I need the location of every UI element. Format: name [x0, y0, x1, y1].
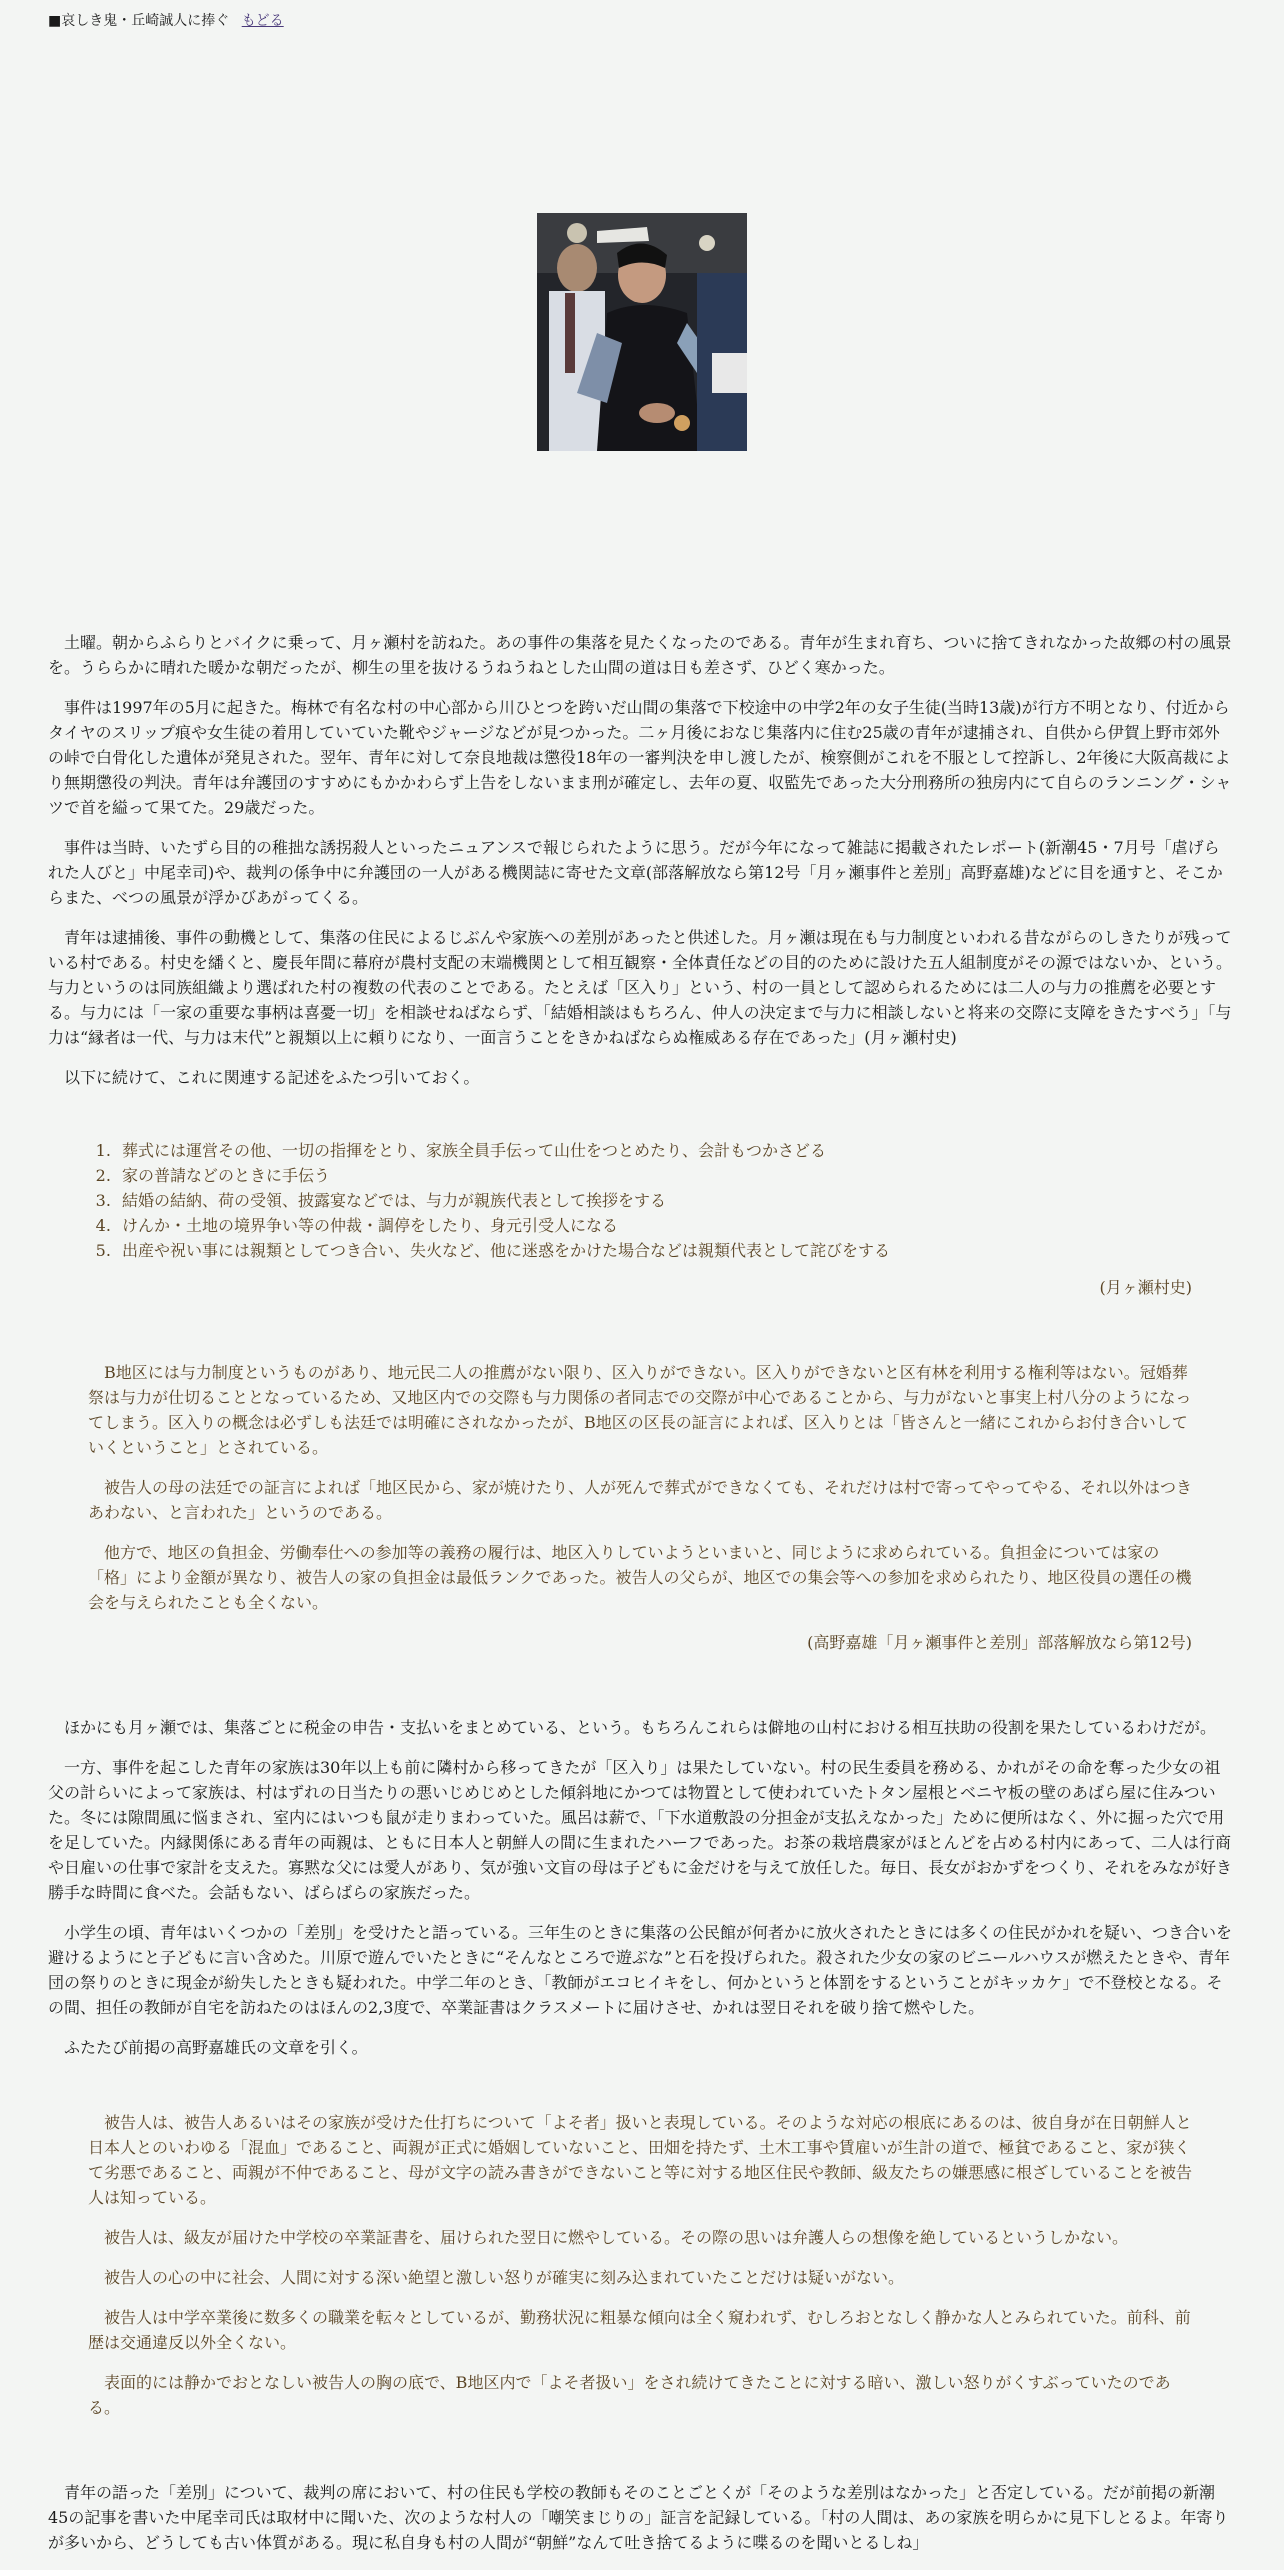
quote-paragraph: B地区には与力制度というものがあり、地元民二人の推薦がない限り、区入りができない。区入りができないと区有林を利用する権利等はない。冠婚葬祭は与力が仕切ることとなっているため、又地区内での交際も与力関係の者同志での交際が中心であることから、与力がないと事実上村八分のようになってしまう。区入りの概念は必ずしも法廷では明確にされなかったが、B地区の区長の証言によれば、区入りとは「皆さんと一緒にこれからお付き合いしていくということ」とされている。: [88, 1363, 1192, 1457]
quote-paragraph: 被告人は中学卒業後に数多くの職業を転々としているが、勤務状況に粗暴な傾向は全く窺われず、むしろおとなしく静かな人とみられていた。前科、前歴は交通違反以外全くない。: [88, 2308, 1191, 2352]
quote-1-source: (高野嘉雄「月ヶ瀬事件と差別」部落解放なら第12号): [807, 1633, 1192, 1652]
list-item: 1. 葬式には運営その他、一切の指揮をとり、家族全員手伝って山仕をつとめたり、会計もつかさどる: [116, 1138, 1192, 1163]
list-item: 5. 出産や祝い事には親類としてつき合い、失火など、他に迷惑をかけた場合などは親類代表として詫びをする: [116, 1238, 1192, 1263]
paragraph: 小学生の頃、青年はいくつかの「差別」を受けたと語っている。三年生のときに集落の公民館が何者かに放火されたときには多くの住民がかれを疑い、つき合いを避けるようにと子どもに言い含めた。川原で遊んでいたときに“そんなところで遊ぶな”と石を投げられた。殺された少女の家のビニールハウスが燃えたときや、青年団の祭りのときに現金が紛失したときも疑われた。中学二年のとき、「教師がエコヒイキをし、何かというと体罰をするということがキッカケ」で不登校となる。その間、担任の教師が自宅を訪ねたのはほんの2,3度で、卒業証書はクラスメートに届けさせ、かれは翌日それを破り捨て燃やした。: [48, 1923, 1233, 2017]
quote-paragraph: 被告人は、被告人あるいはその家族が受けた仕打ちについて「よそ者」扱いと表現している。そのような対応の根底にあるのは、彼自身が在日朝鮮人と日本人とのいわゆる「混血」であること、両親が正式に婚姻していないこと、田畑を持たず、土木工事や賃雇いが生計の道で、極貧であること、家が狭くて劣悪であること、両親が不仲であること、母が文字の読み書きができないこと等に対する地区住民や教師、級友たちの嫌悪感に根ざしていることを被告人は知っている。: [88, 2113, 1193, 2207]
paragraph: 事件は当時、いたずら目的の稚拙な誘拐殺人といったニュアンスで報じられたように思う。だが今年になって雑誌に掲載されたレポート(新潮45・7月号「虐げられた人びと」中尾幸司)や、裁判の係争中に弁護団の一人がある機関誌に寄せた文章(部落解放なら第12号「月ヶ瀬事件と差別」高野嘉雄)などに目を通すと、そこからまた、べつの風景が浮かびあがってくる。: [48, 838, 1223, 907]
paragraph: ほかにも月ヶ瀬では、集落ごとに税金の申告・支払いをまとめている、という。もちろんこれらは僻地の山村における相互扶助の役割を果たしているわけだが。: [64, 1718, 1217, 1737]
quote-paragraph: 被告人の母の法廷での証言によれば「地区民から、家が焼けたり、人が死んで葬式ができなくても、それだけは村で寄ってやってやる、それ以外はつきあわない、と言われた」というのである。: [88, 1478, 1193, 1522]
quote-paragraph: 被告人の心の中に社会、人間に対する深い絶望と激しい怒りが確実に刻み込まれていたことだけは疑いがない。: [104, 2268, 905, 2287]
quote-list-block: [88, 1138, 1192, 1300]
page-header: [48, 12, 284, 30]
list-source: (月ヶ瀬村史): [1099, 1278, 1192, 1297]
paragraph: ふたたび前掲の高野嘉雄氏の文章を引く。: [64, 2038, 368, 2057]
paragraph: 土曜。朝からふらりとバイクに乗って、月ヶ瀬村を訪ねた。あの事件の集落を見たくなったのである。青年が生まれ育ち、ついに捨てきれなかった故郷の村の風景を。うららかに晴れた暖かな朝だったが、柳生の里を抜けるうねうねとした山間の道は日も差さず、ひどく寒かった。: [48, 633, 1232, 677]
article-body: [48, 630, 1232, 2570]
paragraph: 以下に続けて、これに関連する記述をふたつ引いておく。: [64, 1068, 480, 1087]
yoriki-duties-list: [88, 1138, 1192, 1263]
quote-paragraph: 他方で、地区の負担金、労働奉仕への参加等の義務の履行は、地区入りしていようといまいと、同じように求められている。負担金については家の「格」により金額が異なり、被告人の家の負担金は最低ランクであった。被告人の父らが、地区での集会等への参加を求められたり、地区役員の選任の機会を与えられたことも全くない。: [88, 1543, 1192, 1612]
page-title: ■哀しき鬼・丘崎誠人に捧ぐ: [48, 13, 230, 29]
quote-block-1: [88, 1360, 1192, 1655]
quote-paragraph: 表面的には静かでおとなしい被告人の胸の底で、B地区内で「よそ者扱い」をされ続けてきたことに対する暗い、激しい怒りがくすぶっていたのである。: [88, 2373, 1171, 2417]
paragraph: 青年は逮捕後、事件の動機として、集落の住民によるじぶんや家族への差別があったと供述した。月ヶ瀬は現在も与力制度といわれる昔ながらのしきたりが残っている村である。村史を繙くと、慶長年間に幕府が農村支配の末端機関として相互観察・全体責任などの目的のために設けた五人組制度がその源ではないか、という。与力というのは同族組織より選ばれた村の複数の代表のことである。たとえば「区入り」という、村の一員として認められるためには二人の与力の推薦を必要とする。与力には「一家の重要な事柄は喜憂一切」を相談せねばならず、「結婚相談はもちろん、仲人の決定まで与力に相談しないと将来の交際に支障をきたすべう」「与力は“縁者は一代、与力は末代”と親類以上に頼りになり、一面言うことをきかねばならぬ権威ある存在であった」(月ヶ瀬村史): [48, 928, 1233, 1047]
paragraph: 事件は1997年の5月に起きた。梅林で有名な村の中心部から川ひとつを跨いだ山間の集落で下校途中の中学2年の女子生徒(当時13歳)が行方不明となり、付近からタイヤのスリップ痕や女生徒の着用していていた靴やジャージなどが見つかった。二ヶ月後におなじ集落内に住む25歳の青年が逮捕され、自供から伊賀上野市郊外の峠で白骨化した遺体が発見された。翌年、青年に対して奈良地裁は懲役18年の一審判決を申し渡したが、検察側がこれを不服として控訴し、2年後に大阪高裁により無期懲役の判決。青年は弁護団のすすめにもかかわらず上告をしないまま刑が確定し、去年の夏、収監先であった大分刑務所の独房内にて自らのランニング・シャツで首を縊って果てた。29歳だった。: [48, 698, 1232, 817]
quote-block-2: [88, 2110, 1192, 2420]
quote-paragraph: 被告人は、級友が届けた中学校の卒業証書を、届けられた翌日に燃やしている。その際の思いは弁護人らの想像を絶しているというしかない。: [104, 2228, 1129, 2247]
paragraph: 青年の語った「差別」について、裁判の席において、村の住民も学校の教師もそのことごとくが「そのような差別はなかった」と否定している。だが前掲の新潮45の記事を書いた中尾幸司氏は取材中に聞いた、次のような村人の「嘲笑まじりの」証言を記録している。「村の人間は、あの家族を明らかに見下しとるよ。年寄りが多いから、どうしても古い体質がある。現に私自身も村の人間が“朝鮮”なんて吐き捨てるように喋るのを聞いとるしね」: [48, 2483, 1229, 2552]
press-photo-image: [537, 213, 747, 451]
list-item: 3. 結婚の結納、荷の受領、披露宴などでは、与力が親族代表として挨拶をする: [116, 1188, 1192, 1213]
paragraph: 一方、事件を起こした青年の家族は30年以上も前に隣村から移ってきたが「区入り」は果たしていない。村の民生委員を務める、かれがその命を奪った少女の祖父の計らいによって家族は、村はずれの日当たりの悪いじめじめとした傾斜地にかつては物置として使われていたトタン屋根とベニヤ板の壁のあばら屋に住みついた。冬には隙間風に悩まされ、室内にはいつも鼠が走りまわっていた。風呂は薪で、「下水道敷設の分担金が支払えなかった」ために便所はなく、外に掘った穴で用を足していた。内縁関係にある青年の両親は、ともに日本人と朝鮮人の間に生まれたハーフであった。お茶の栽培農家がほとんどを占める村内にあって、二人は行商や日雇いの仕事で家計を支えた。寡黙な父には愛人があり、気が強い文盲の母は子どもに金だけを与えて放任した。毎日、長女がおかずをつくり、それをみなが好き勝手な時間に食べた。会話もない、ばらばらの家族だった。: [48, 1758, 1233, 1902]
back-link[interactable]: もどる: [241, 13, 284, 29]
list-item: 2. 家の普請などのときに手伝う: [116, 1163, 1192, 1188]
list-item: 4. けんか・土地の境界争い等の仲裁・調停をしたり、身元引受人になる: [116, 1213, 1192, 1238]
